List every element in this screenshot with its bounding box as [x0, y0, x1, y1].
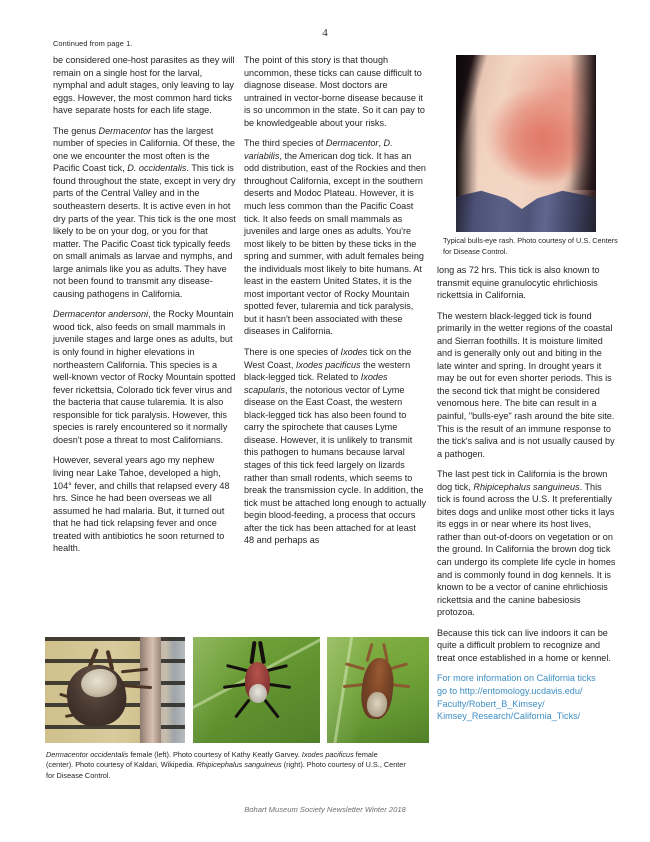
article-column-1	[53, 54, 236, 563]
page-footer: Bohart Museum Society Newsletter Winter 2018	[244, 805, 406, 814]
paragraph: long as 72 hrs. This tick is also known to transmit equine granulocytic ehrlichiosis rickettsia in California.	[437, 265, 600, 301]
paragraph: be considered one-host parasites as they will remain on a single host for the larval, nymphal and adult stages, only leaving to lay eggs. However, the most common hard ticks have separate hosts for each life stage.	[53, 55, 235, 116]
continued-from-note: Continued from page 1.	[53, 39, 133, 48]
article-column-2	[244, 54, 427, 555]
rash-photo-caption: Typical bulls-eye rash. Photo courtesy of U.S. Centers for Disease Control.	[443, 236, 618, 256]
paragraph: However, several years ago my nephew living near Lake Tahoe, developed a high, 104° fever, and chills that relapsed every 48 hrs. Since he had been overseas we all assumed he had malaria. But, it turned out that he had tick relapsing fever and once treated with antibiotics he soon returned to health.	[53, 455, 230, 554]
paragraph: Dermacentor andersoni, the Rocky Mountain wood tick, also feeds on small mammals in juvenile stages and large ones as adults, but is only found in higher elevations in northeastern California. This species is a well-known vector of Rocky Mountain spotted fever rickettsia, Colorado tick fever virus and the bacteria that cause tularemia. It is also responsible for tick paralysis. However, this species is rarely encountered so it normally doesn't pose a threat to most Californians.	[53, 309, 236, 445]
paragraph: The point of this story is that though uncommon, these ticks can cause difficult to diagnose disease. Most doctors are untrained in vector-borne disease because it is so uncommon in the state. So it can pay to be knowledgeable about your risks.	[244, 55, 425, 128]
article-column-3	[437, 264, 617, 723]
paragraph: The last pest tick in California is the brown dog tick, Rhipicephalus sanguineus. This tick is found across the U.S. It preferentially bites dogs and unlike most other ticks it lays its eggs in or near where its host lives, rather than out-of-doors on vegetation or on the ground. In California the brown dog tick can undergo its complete life cycle in homes and is commonly found in dog kennels. It is known to be a vector of canine ehrlichiosis rickettsia and the canine babesiosis protozoa.	[437, 469, 616, 618]
paragraph: The third species of Dermacentor, D. variabilis, the American dog tick. It has an odd distribution, east of the Rockies and then throughout California, except in the southern deserts and Modoc Plateau. However, it is much less common than the Pacific Coast tick. It also feeds on small mammals as juveniles and large ones as adults. You're most likely to be bitten by these ticks in the spring and summer, with adult females being the individuals most likely to bite humans. At least in the eastern United States, it is the most important vector of Rocky Mountain spotted fever, tularemia and tick paralysis, but it hasn't been associated with these diseases in California.	[244, 138, 426, 337]
ixodes-pacificus-photo	[193, 637, 320, 743]
dermacentor-occidentalis-photo	[45, 637, 185, 743]
link-line[interactable]: Kimsey_Research/California_Ticks/	[437, 711, 581, 722]
ruler-rod	[140, 637, 161, 743]
link-line[interactable]: For more information on California ticks	[437, 673, 596, 684]
paragraph: There is one species of Ixodes tick on the West Coast, Ixodes pacificus the western black-legged tick. Related to Ixodes scapularis, the notorious vector of Lyme disease on the East Coast, the western black-legged tick has also been found to carry the spirochete that causes Lyme disease. However, it is unlikely to transmit this pathogen to humans because larval stages of this tick feed largely on lizards rather than small rodents, which seems to break the transmission cycle. In addition, the tick must be attached long enough to actually begin blood-feeding, a process that occurs after the tick has been attached for at least 48 and perhaps as	[244, 347, 426, 546]
tick-photos-caption: Dermacentor occidentalis female (left). Photo courtesy of Kathy Keatly Garvey. Ixodes pacificus female (center). Photo courtesy of Kaldari, Wikipedia. Rhipicephalus sanguineus (right). Photo courtesy of U.S., Center for Disease Control.	[46, 750, 406, 780]
paragraph: Because this tick can live indoors it can be quite a difficult problem to recognize and treat once established in a home or kennel.	[437, 627, 611, 663]
bulls-eye-rash-photo	[456, 55, 596, 232]
paragraph: The genus Dermacentor has the largest number of species in California. Of these, the one we encounter the most often is the Pacific Coast tick, D. occidentalis. This tick is found throughout the state, except in very dry parts of the Central Valley and in the southeastern deserts. It is active even in hot dry parts of the year. This tick is the one most likely to be on your dog, or you for that matter. The Pacific Coast tick typically feeds on small animals as larvae and nymphs, and large animals like you as adults. They have not been found to transmit any disease-causing pathogens in California.	[53, 125, 236, 299]
link-line[interactable]: Faculty/Robert_B_Kimsey/	[437, 698, 545, 709]
link-line[interactable]: go to http://entomology.ucdavis.edu/	[437, 685, 583, 696]
page-number: 4	[322, 27, 328, 39]
rhipicephalus-sanguineus-photo	[327, 637, 429, 743]
tick-photo-strip	[45, 637, 429, 743]
tick-scutum	[249, 684, 267, 703]
paragraph: The western black-legged tick is found primarily in the wetter regions of the coastal and Sierran foothills. It is moisture limited and is generally only out and biting in the late winter and spring. In drought years it may be out for even shorter periods. This is the second tick that might be considered venomous here. The bite can result in a painful, "bulls-eye" rash around the bite site. This is the result of an immune response to the tick's saliva and is not usually caused by a pathogen.	[437, 310, 615, 459]
more-information-link[interactable]	[437, 672, 617, 722]
rash-right-shadow	[570, 55, 596, 190]
